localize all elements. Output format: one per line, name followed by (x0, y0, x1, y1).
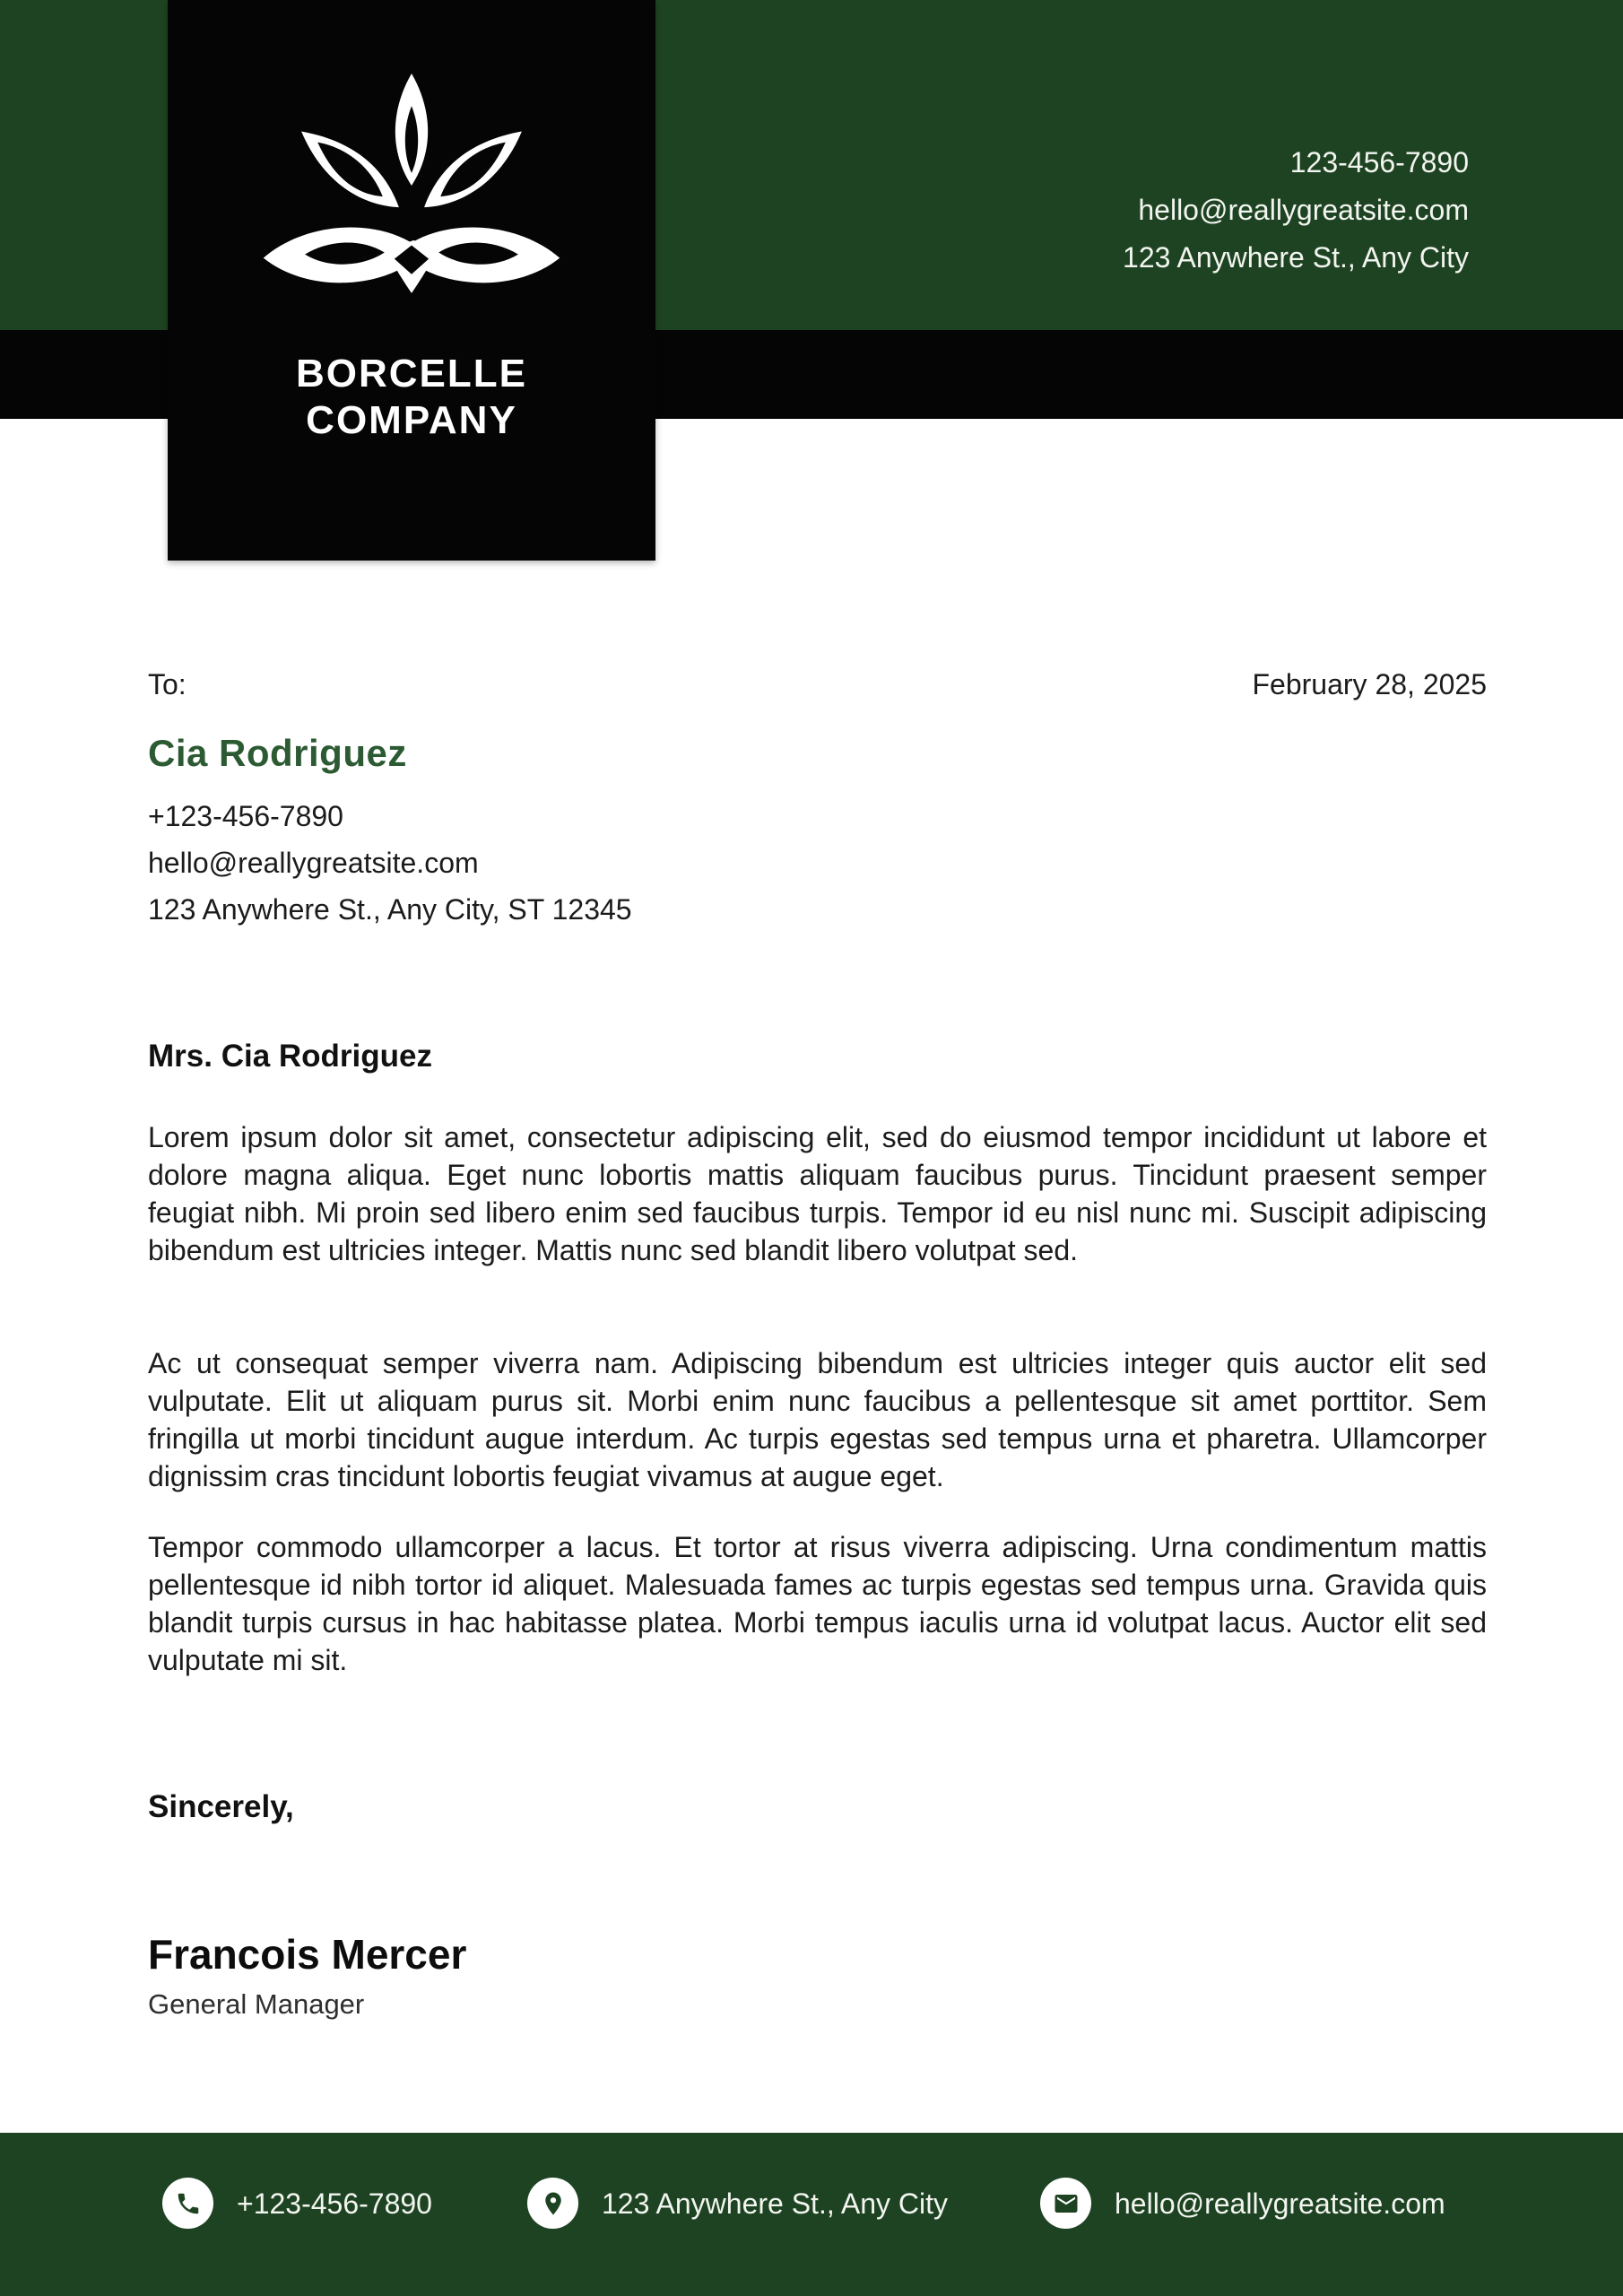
location-icon (527, 2178, 578, 2229)
closing: Sincerely, (148, 1789, 294, 1824)
recipient-email: hello@reallygreatsite.com (148, 847, 479, 879)
footer-email-item (1040, 2178, 1466, 2229)
footer-phone-text: +123-456-7890 (237, 2187, 432, 2220)
signature-title: General Manager (148, 1988, 365, 2020)
body-paragraph-3: Tempor commodo ullamcorper a lacus. Et tortor at risus viverra adipiscing. Urna condimentum mattis pellentesque id nibh tortor id aliquet. Malesuada fames ac turpis egestas sed tempus urna. Gravida quis blandit turpis cursus in hac habitasse platea. Morbi tempus iaculis urna id volutpat lacus. Auctor elit sed vulputate mi sit. (148, 1531, 1487, 1676)
to-label: To: (148, 668, 187, 700)
phone-icon (162, 2178, 213, 2229)
lotus-leaf-logo-icon (245, 70, 578, 305)
recipient-contact-block (148, 793, 632, 933)
header-phone: 123-456-7890 (1289, 146, 1469, 178)
footer-band (0, 2133, 1623, 2296)
footer-phone-item (162, 2178, 432, 2229)
recipient-name: Cia Rodriguez (148, 732, 407, 774)
header-email: hello@reallygreatsite.com (1138, 194, 1469, 226)
to-date-row (148, 668, 1487, 701)
body-paragraph-2: Ac ut consequat semper viverra nam. Adipiscing bibendum est ultricies integer quis auctor elit sed vulputate. Elit ut aliquam purus sit. Morbi enim nunc faucibus a pellentesque sit amet porttitor. Sem fringilla ut morbi tincidunt augue interdum. Ac turpis egestas sed tempus urna et pharetra. Ullamcorper dignissim cras tincidunt lobortis feugiat vivamus at augue eget. (148, 1347, 1487, 1492)
recipient-phone: +123-456-7890 (148, 800, 343, 832)
salutation: Mrs. Cia Rodriguez (148, 1039, 432, 1074)
footer-email-text: hello@reallygreatsite.com (1115, 2187, 1445, 2220)
signature-name: Francois Mercer (148, 1931, 467, 1978)
header-contact-block (1123, 139, 1469, 282)
company-wordmark-line2: COMPANY (306, 398, 517, 442)
body-paragraph-1: Lorem ipsum dolor sit amet, consectetur adipiscing elit, sed do eiusmod tempor incididunt ut labore et dolore magna aliqua. Eget nunc lobortis mattis aliquam faucibus purus. Tincidunt praesent semper feugiat nibh. Mi proin sed libero enim sed faucibus turpis. Tempor id eu nisl nunc mi. Suscipit adipiscing bibendum est ultricies integer. Mattis nunc sed blandit libero volutpat sed. (148, 1121, 1487, 1266)
header-address: 123 Anywhere St., Any City (1123, 241, 1469, 274)
letter-date: February 28, 2025 (1252, 668, 1487, 700)
company-wordmark (168, 351, 655, 444)
footer-address-item (527, 2178, 948, 2229)
logo-box (168, 0, 655, 561)
recipient-address: 123 Anywhere St., Any City, ST 12345 (148, 893, 632, 926)
email-icon (1040, 2178, 1091, 2229)
company-wordmark-line1: BORCELLE (296, 352, 527, 396)
footer-address-text: 123 Anywhere St., Any City (602, 2187, 948, 2220)
